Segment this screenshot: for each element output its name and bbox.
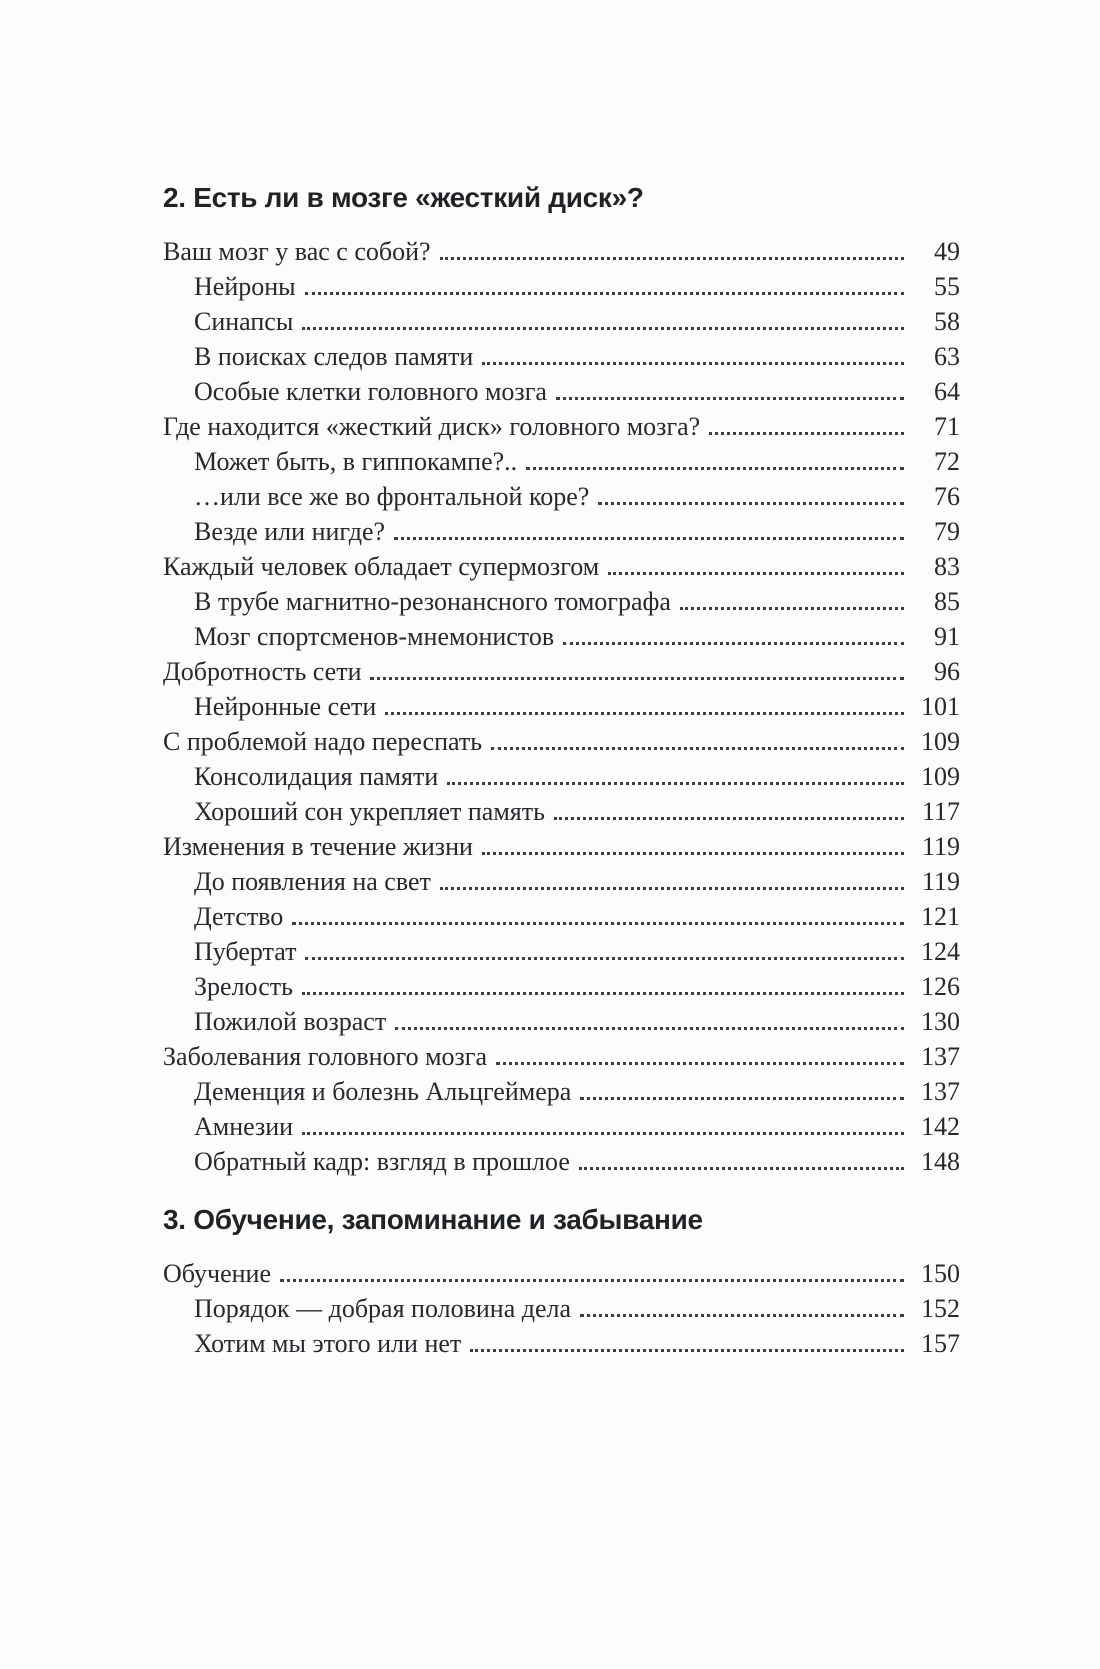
toc-entry-title: Пожилой возраст bbox=[194, 1007, 387, 1036]
dot-leader bbox=[526, 467, 904, 470]
toc-entry bbox=[163, 554, 960, 580]
toc-entry-page: 119 bbox=[921, 867, 960, 896]
toc-entry bbox=[163, 764, 960, 790]
dot-leader bbox=[302, 327, 904, 330]
dot-leader bbox=[680, 607, 904, 610]
toc-entry bbox=[163, 1296, 960, 1322]
toc-entry-page: 152 bbox=[921, 1294, 960, 1323]
toc-entry-page: 137 bbox=[921, 1042, 960, 1071]
dot-leader bbox=[280, 1279, 904, 1282]
toc-entry-title: Мозг спортсменов-мнемонистов bbox=[194, 622, 555, 651]
toc-entry-title: Амнезии bbox=[194, 1112, 294, 1141]
toc-entry-page: 55 bbox=[934, 272, 960, 301]
toc-entry-page: 85 bbox=[934, 587, 960, 616]
toc-group bbox=[163, 1044, 960, 1175]
toc-entry-title: Обратный кадр: взгляд в прошлое bbox=[194, 1147, 570, 1176]
toc-entry bbox=[163, 344, 960, 370]
toc-group bbox=[163, 729, 960, 825]
toc-section bbox=[163, 1205, 960, 1357]
dot-leader bbox=[580, 1097, 904, 1100]
toc-entry bbox=[163, 274, 960, 300]
toc-entry-page: 101 bbox=[921, 692, 960, 721]
toc-entry bbox=[163, 1331, 960, 1357]
toc-entry bbox=[163, 519, 960, 545]
toc-entry-title: Каждый человек обладает супермозгом bbox=[163, 552, 600, 581]
toc-entry-title: Где находится «жесткий диск» головного мозга? bbox=[163, 412, 701, 441]
toc-entry-page: 126 bbox=[921, 972, 960, 1001]
dot-leader bbox=[608, 572, 904, 575]
toc-entry-title: Может быть, в гиппокампе?.. bbox=[194, 447, 518, 476]
toc-entry bbox=[163, 589, 960, 615]
toc-entry-page: 109 bbox=[921, 727, 960, 756]
toc-entry-page: 142 bbox=[921, 1112, 960, 1141]
toc-entry-title: Особые клетки головного мозга bbox=[194, 377, 547, 406]
toc-entry bbox=[163, 239, 960, 265]
dot-leader bbox=[302, 1132, 904, 1135]
dot-leader bbox=[554, 817, 904, 820]
toc-entry-title: Изменения в течение жизни bbox=[163, 832, 473, 861]
toc-entry-page: 117 bbox=[921, 797, 960, 826]
toc-entry-page: 124 bbox=[921, 937, 960, 966]
toc-entry-page: 72 bbox=[934, 447, 960, 476]
dot-leader bbox=[580, 1314, 904, 1317]
toc-entry-page: 79 bbox=[934, 517, 960, 546]
dot-leader bbox=[556, 397, 904, 400]
dot-leader bbox=[579, 1167, 904, 1170]
toc-entry-page: 130 bbox=[921, 1007, 960, 1036]
toc-group bbox=[163, 1261, 960, 1357]
toc-entry-title: В поисках следов памяти bbox=[194, 342, 474, 371]
toc-entry bbox=[163, 379, 960, 405]
toc-entry-page: 137 bbox=[921, 1077, 960, 1106]
toc-entry-title: Зрелость bbox=[194, 972, 293, 1001]
toc-entry-title: Нейронные сети bbox=[194, 692, 377, 721]
toc-entry-title: Консолидация памяти bbox=[194, 762, 439, 791]
toc-entry bbox=[163, 729, 960, 755]
dot-leader bbox=[302, 992, 904, 995]
section-heading: 3. Обучение, запоминание и забывание bbox=[163, 1204, 703, 1235]
dot-leader bbox=[440, 887, 904, 890]
dot-leader bbox=[482, 362, 904, 365]
toc-entry-title: Хотим мы этого или нет bbox=[194, 1329, 462, 1358]
toc-entry-page: 96 bbox=[934, 657, 960, 686]
toc-group bbox=[163, 659, 960, 720]
toc-section bbox=[163, 183, 960, 1175]
toc-entry bbox=[163, 1079, 960, 1105]
toc-group bbox=[163, 414, 960, 545]
dot-leader bbox=[598, 502, 904, 505]
toc-entry bbox=[163, 659, 960, 685]
toc-entry-title: Детство bbox=[194, 902, 284, 931]
toc-entry-page: 76 bbox=[934, 482, 960, 511]
section-heading: 2. Есть ли в мозге «жесткий диск»? bbox=[163, 182, 644, 213]
toc-entry bbox=[163, 974, 960, 1000]
toc-entry-page: 64 bbox=[934, 377, 960, 406]
toc-group bbox=[163, 834, 960, 1035]
toc-group bbox=[163, 239, 960, 405]
toc-entry-page: 157 bbox=[921, 1329, 960, 1358]
dot-leader bbox=[491, 747, 904, 750]
toc-entry-page: 58 bbox=[934, 307, 960, 336]
dot-leader bbox=[292, 922, 904, 925]
toc-entry bbox=[163, 1009, 960, 1035]
toc-entry-title: С проблемой надо переспать bbox=[163, 727, 483, 756]
toc-entry-title: В трубе магнитно-резонансного томографа bbox=[194, 587, 671, 616]
toc-entry bbox=[163, 309, 960, 335]
toc-entry bbox=[163, 1114, 960, 1140]
toc-entry-page: 150 bbox=[921, 1259, 960, 1288]
toc-entry bbox=[163, 869, 960, 895]
toc-entry-page: 83 bbox=[934, 552, 960, 581]
dot-leader bbox=[563, 642, 904, 645]
dot-leader bbox=[496, 1062, 904, 1065]
toc-entry-title: Синапсы bbox=[194, 307, 294, 336]
toc-entry-title: Обучение bbox=[163, 1259, 271, 1288]
toc-entry bbox=[163, 1044, 960, 1070]
toc-entry bbox=[163, 694, 960, 720]
toc-entry-title: Порядок — добрая половина дела bbox=[194, 1294, 572, 1323]
toc-entry-page: 49 bbox=[934, 237, 960, 266]
toc-entry bbox=[163, 1149, 960, 1175]
toc-entry-title: Хороший сон укрепляет память bbox=[194, 797, 545, 826]
dot-leader bbox=[447, 782, 904, 785]
toc-entry bbox=[163, 939, 960, 965]
toc-entry-title: …или все же во фронтальной коре? bbox=[194, 482, 590, 511]
dot-leader bbox=[305, 957, 904, 960]
dot-leader bbox=[470, 1349, 904, 1352]
toc-entry-title: Деменция и болезнь Альцгеймера bbox=[194, 1077, 572, 1106]
toc-entry-page: 121 bbox=[921, 902, 960, 931]
toc-entry-page: 71 bbox=[934, 412, 960, 441]
toc-entry bbox=[163, 799, 960, 825]
toc-entry bbox=[163, 904, 960, 930]
dot-leader bbox=[709, 432, 904, 435]
dot-leader bbox=[370, 677, 904, 680]
dot-leader bbox=[305, 292, 904, 295]
toc-entry bbox=[163, 449, 960, 475]
toc-entry-title: Заболевания головного мозга bbox=[163, 1042, 488, 1071]
dot-leader bbox=[440, 257, 904, 260]
toc-entry-page: 119 bbox=[921, 832, 960, 861]
dot-leader bbox=[482, 852, 904, 855]
dot-leader bbox=[394, 537, 904, 540]
toc-entry-page: 63 bbox=[934, 342, 960, 371]
toc-entry-page: 109 bbox=[921, 762, 960, 791]
toc-entry-title: Нейроны bbox=[194, 272, 296, 301]
toc-group bbox=[163, 554, 960, 650]
toc-entry-title: Везде или нигде? bbox=[194, 517, 386, 546]
toc-entry bbox=[163, 834, 960, 860]
toc-entry bbox=[163, 414, 960, 440]
toc bbox=[163, 183, 960, 1357]
toc-entry-page: 148 bbox=[921, 1147, 960, 1176]
toc-entry-title: Ваш мозг у вас с собой? bbox=[163, 237, 431, 266]
dot-leader bbox=[395, 1027, 904, 1030]
toc-entry-page: 91 bbox=[934, 622, 960, 651]
toc-entry bbox=[163, 1261, 960, 1287]
toc-entry-title: Пубертат bbox=[194, 937, 297, 966]
dot-leader bbox=[385, 712, 904, 715]
toc-entry-title: Добротность сети bbox=[163, 657, 362, 686]
toc-entry-title: До появления на свет bbox=[194, 867, 431, 896]
toc-entry bbox=[163, 484, 960, 510]
toc-entry bbox=[163, 624, 960, 650]
